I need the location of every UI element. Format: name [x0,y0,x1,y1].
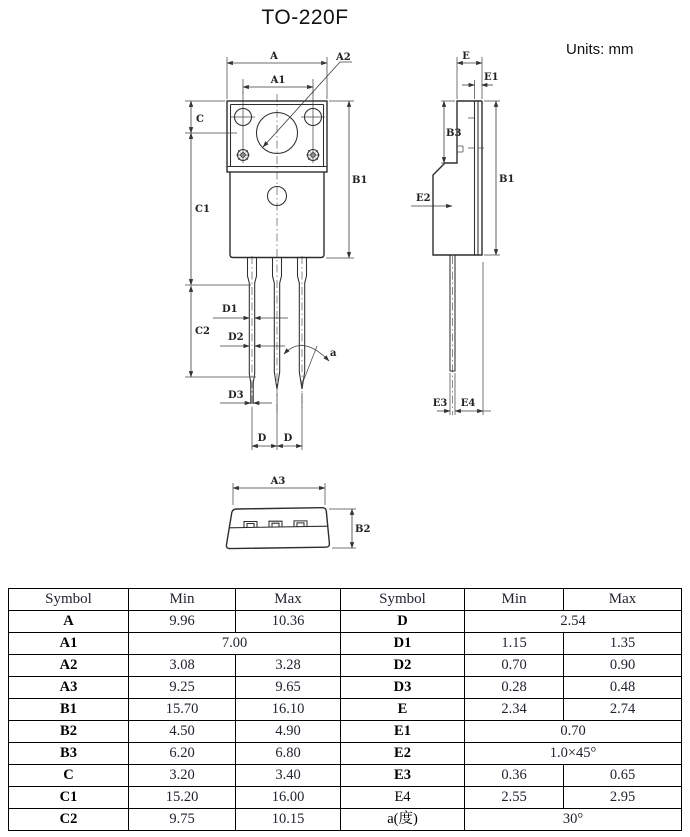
cell-max: 10.36 [236,611,341,633]
bottom-lead-1 [244,522,257,528]
cell-min: 2.34 [465,699,564,721]
cell-min: 2.55 [465,787,564,809]
dim-label-E4: E4 [460,398,476,409]
dim-label-alpha: a [330,348,337,359]
dim-label-A1: A1 [270,75,286,86]
cell-min: 0.36 [465,765,564,787]
dim-label-C1: C1 [195,204,210,215]
cell-value-merged: 30° [465,809,682,831]
cell-symbol: D [341,611,465,633]
bottom-lead-2 [269,521,282,527]
table-header-row [9,589,682,611]
cell-max: 16.10 [236,699,341,721]
angle-arc [284,345,329,361]
cell-symbol: B1 [9,699,129,721]
cell-min: 15.20 [129,787,236,809]
table-row [9,721,682,743]
bottom-view [226,476,370,549]
dim-label-D-right: D [283,433,293,444]
cell-symbol: B2 [9,721,129,743]
table-row [9,765,682,787]
cell-max: 0.48 [564,677,682,699]
cell-symbol: E1 [341,721,465,743]
dim-label-B1-side: B1 [499,174,515,185]
cell-min: 0.28 [465,677,564,699]
dim-label-B3: B3 [446,128,462,139]
table-header-cell: Symbol [9,589,129,611]
page-title: TO-220F [261,6,349,29]
table-row [9,611,682,633]
dim-label-B2: B2 [355,524,371,535]
table-header-cell: Max [564,589,682,611]
cell-max: 3.28 [236,655,341,677]
dimension-table [8,588,682,831]
bottom-lead-3 [294,521,307,527]
cell-symbol: D3 [341,677,465,699]
dim-label-E: E [462,51,470,62]
table-row [9,809,682,831]
cell-max: 16.00 [236,787,341,809]
table-header-cell: Symbol [341,589,465,611]
cell-value-merged: 2.54 [465,611,682,633]
table-header-cell: Min [465,589,564,611]
cell-min: 4.50 [129,721,236,743]
cell-max: 4.90 [236,721,341,743]
front-view [185,51,367,450]
cell-min: 1.15 [465,633,564,655]
cell-symbol: a(度) [341,809,465,831]
dim-label-D2: D2 [228,332,244,343]
cell-max: 1.35 [564,633,682,655]
cell-symbol: E2 [341,743,465,765]
cell-max: 0.65 [564,765,682,787]
cell-value-merged: 1.0×45° [465,743,682,765]
cell-value-merged: 7.00 [129,633,341,655]
dim-label-C: C [196,114,204,125]
cell-max: 2.74 [564,699,682,721]
dim-label-A3: A3 [270,476,286,487]
cell-value-merged: 0.70 [465,721,682,743]
cell-min: 9.96 [129,611,236,633]
dim-label-B1-front: B1 [352,175,368,186]
dim-label-D3: D3 [228,390,244,401]
cell-symbol: B3 [9,743,129,765]
table-header-cell: Max [236,589,341,611]
dim-label-C2: C2 [195,326,210,337]
cell-min: 3.20 [129,765,236,787]
dim-label-D1: D1 [222,304,238,315]
cell-symbol: E4 [341,787,465,809]
dim-label-A: A [270,51,278,62]
cell-symbol: A2 [9,655,129,677]
table-header-cell: Min [129,589,236,611]
cell-min: 6.20 [129,743,236,765]
hole-left-centerline [231,91,255,163]
dim-label-E1: E1 [484,72,499,83]
cell-min: 0.70 [465,655,564,677]
cell-symbol: A1 [9,633,129,655]
table-row [9,677,682,699]
cell-symbol: A3 [9,677,129,699]
cell-min: 9.75 [129,809,236,831]
cell-max: 0.90 [564,655,682,677]
bottom-outline [226,508,329,549]
cell-symbol: E [341,699,465,721]
dimension-table-body [9,611,682,831]
cell-symbol: C [9,765,129,787]
cell-min: 3.08 [129,655,236,677]
dim-label-E2: E2 [416,193,431,204]
cell-symbol: D1 [341,633,465,655]
angle-tangent [301,346,317,387]
units-label: Units: mm [566,41,634,58]
dim-label-E3: E3 [432,398,448,409]
cell-symbol: C2 [9,809,129,831]
table-row [9,743,682,765]
cell-min: 9.25 [129,677,236,699]
cell-symbol: D2 [341,655,465,677]
cell-max: 10.15 [236,809,341,831]
cell-max: 9.65 [236,677,341,699]
cell-symbol: A [9,611,129,633]
cell-max: 2.95 [564,787,682,809]
cell-symbol: C1 [9,787,129,809]
dim-label-D-left: D [257,433,267,444]
hole-right-centerline [301,91,325,163]
table-row [9,633,682,655]
cell-max: 3.40 [236,765,341,787]
cell-min: 15.70 [129,699,236,721]
cell-max: 6.80 [236,743,341,765]
table-row [9,787,682,809]
side-metal-tab [475,101,479,255]
table-row [9,699,682,721]
table-row [9,655,682,677]
dim-label-A2: A2 [336,52,351,63]
side-view [411,51,514,415]
cell-symbol: E3 [341,765,465,787]
